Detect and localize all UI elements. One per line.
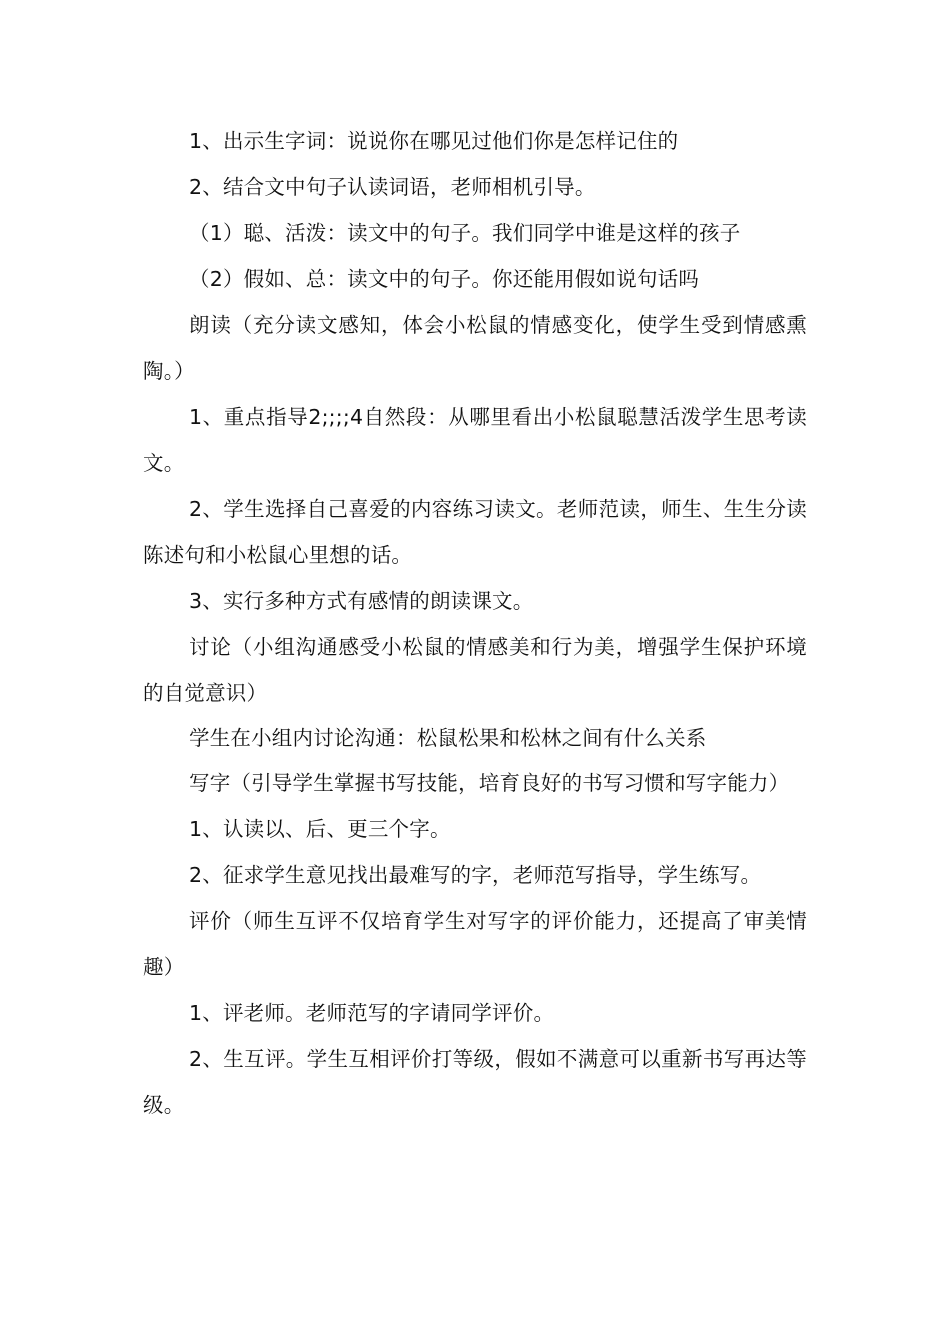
paragraph-4: （2）假如、总：读文中的句子。你还能用假如说句话吗 [189, 267, 700, 291]
paragraph-11: 写字（引导学生掌握书写技能，培育良好的书写习惯和写字能力） [189, 771, 790, 795]
paragraph-7: 2、学生选择自己喜爱的内容练习读文。老师范读，师生、生生分读陈述句和小松鼠心里想的话。 [143, 497, 807, 567]
paragraph-6: 1、重点指导2;;;;4自然段：从哪里看出小松鼠聪慧活泼学生思考读文。 [143, 405, 807, 475]
paragraph-12: 1、认读以、后、更三个字。 [189, 817, 451, 841]
paragraph-10: 学生在小组内讨论沟通：松鼠松果和松林之间有什么关系 [189, 726, 707, 750]
paragraph-3: （1）聪、活泼：读文中的句子。我们同学中谁是这样的孩子 [189, 221, 741, 245]
paragraph-15: 1、评老师。老师范写的字请同学评价。 [189, 1001, 555, 1025]
paragraph-1: 1、出示生字词：说说你在哪见过他们你是怎样记住的 [189, 129, 679, 153]
paragraph-13: 2、征求学生意见找出最难写的字，老师范写指导，学生练写。 [189, 863, 762, 887]
paragraph-14: 评价（师生互评不仅培育学生对写字的评价能力，还提高了审美情趣） [143, 909, 807, 979]
document-body [143, 118, 807, 1128]
paragraph-9: 讨论（小组沟通感受小松鼠的情感美和行为美，增强学生保护环境的自觉意识） [143, 635, 807, 705]
paragraph-16: 2、生互评。学生互相评价打等级，假如不满意可以重新书写再达等级。 [143, 1047, 807, 1117]
paragraph-5: 朗读（充分读文感知，体会小松鼠的情感变化，使学生受到情感熏陶。） [143, 313, 807, 383]
paragraph-8: 3、实行多种方式有感情的朗读课文。 [189, 589, 534, 613]
paragraph-2: 2、结合文中句子认读词语，老师相机引导。 [189, 175, 596, 199]
